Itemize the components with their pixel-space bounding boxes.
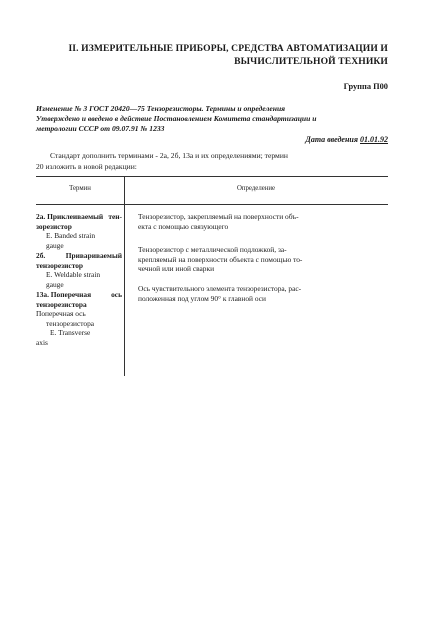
amendment-line-3: метрологии СССР от 09.07.91 № 1233 — [36, 124, 165, 133]
definition-line: Тензорезистор с металлической подложкой, за- — [138, 245, 287, 254]
terms-table — [36, 176, 388, 376]
term-english: E. Banded strain — [46, 231, 96, 241]
intro-paragraph — [36, 150, 388, 172]
group-code: Группа П00 — [343, 82, 388, 91]
header-definition: Определение — [236, 185, 276, 192]
term-title-part: 2б. — [36, 251, 46, 260]
term-cell-2a — [36, 212, 122, 250]
definition-line: Тензорезистор, закрепляемый на поверхности объ- — [138, 212, 299, 221]
definition-line: Ось чувствительного элемента тензорезистора, рас- — [138, 284, 302, 293]
amendment-header — [36, 104, 388, 134]
definition-cell-13a — [138, 284, 388, 303]
amendment-line-2: Утверждено и введено в действие Постановлением Комитета стандартизации и — [36, 114, 317, 123]
section-title-line-1: II. ИЗМЕРИТЕЛЬНЫЕ ПРИБОРЫ, СРЕДСТВА АВТОМАТИЗАЦИИ И — [68, 43, 388, 54]
term-title-part: Привариваемый — [65, 251, 122, 260]
section-title — [36, 42, 388, 68]
intro-line-1: Стандарт дополнить терминами - 2а, 2б, 13а и их определениями; термин — [50, 151, 288, 160]
term-title-line: зорезистор — [36, 221, 72, 231]
definition-line: чечной или иной сварки — [138, 264, 215, 274]
table-header-rule — [36, 204, 388, 205]
definition-line: крепляемый на поверхности объекта с помощью то- — [138, 254, 303, 264]
term-english: E. Transverse — [50, 328, 91, 338]
definition-line: екта с помощью связующего — [138, 221, 229, 231]
definition-cell-2b — [138, 245, 388, 274]
definition-cell-2a — [138, 212, 388, 231]
term-russian: тензорезистора — [46, 318, 95, 328]
term-english: gauge — [46, 240, 64, 250]
effective-date — [305, 135, 388, 144]
section-title-line-2: ВЫЧИСЛИТЕЛЬНОЙ ТЕХНИКИ — [234, 56, 388, 67]
term-title-part: 2а. Приклеиваемый — [36, 212, 104, 221]
term-title-part: 13а. Поперечная — [36, 290, 92, 299]
term-title-part: ось — [111, 290, 122, 299]
effective-date-label: Дата введения — [305, 135, 358, 144]
term-title-line — [36, 251, 122, 261]
intro-line-2: 20 изложить в новой редакции: — [36, 162, 137, 171]
term-cell-13a — [36, 290, 122, 348]
term-title-line: тензорезистор — [36, 260, 84, 270]
amendment-line-1: Изменение № 3 ГОСТ 20420—75 Тензорезисторы. Термины и определения — [36, 104, 286, 113]
table-column-divider — [124, 176, 125, 376]
term-russian: Поперечная ось — [36, 309, 86, 319]
term-title-line — [36, 212, 122, 222]
term-english: gauge — [46, 279, 64, 289]
term-title-line: тензорезистора — [36, 299, 87, 309]
definition-line: положенная под углом 90° к главной оси — [138, 293, 266, 303]
header-term: Термин — [69, 185, 91, 192]
term-title-line — [36, 290, 122, 300]
effective-date-value: 01.01.92 — [360, 135, 388, 144]
term-english: E. Weldable strain — [46, 270, 101, 280]
table-top-rule — [36, 176, 388, 177]
term-cell-2b — [36, 251, 122, 289]
term-title-part: тен- — [108, 212, 122, 221]
term-english: axis — [36, 337, 48, 347]
